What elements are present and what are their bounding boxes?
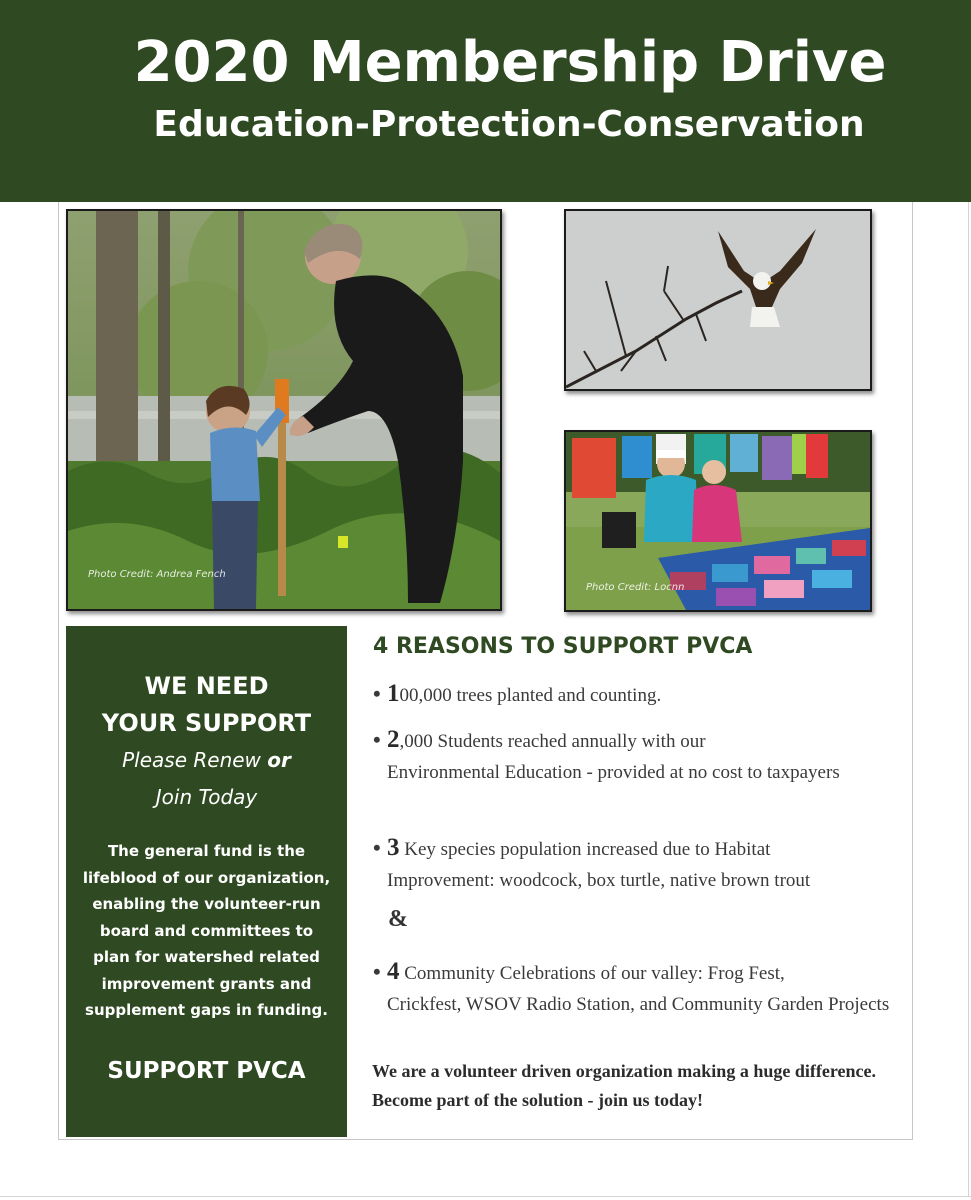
join-text: Join Today <box>155 785 258 809</box>
page-edge-bottom <box>0 1196 971 1197</box>
page-subtitle: Education-Protection-Conservation <box>153 104 865 145</box>
eagle-photo <box>564 209 872 391</box>
reason-item-students <box>373 724 913 788</box>
renew-text: Please Renew <box>122 748 268 772</box>
reason-text-continued: Improvement: woodcock, box turtle, native brown trout <box>387 870 811 891</box>
bullet-icon: • <box>373 681 381 706</box>
reason-number: 3 <box>387 834 400 861</box>
reason-item-celebrations <box>373 956 913 1020</box>
page-title: 2020 Membership Drive <box>133 30 887 95</box>
support-heading-line1: WE NEED <box>144 672 269 700</box>
photo-credit-booth: Photo Credit: Locnn <box>586 582 685 593</box>
reason-number: 1 <box>387 680 400 707</box>
reason-text-continued: Environmental Education - provided at no cost to taxpayers <box>387 762 840 783</box>
closing-statement: We are a volunteer driven organization making a huge difference. Become part of the solution - join us today! <box>372 1061 876 1110</box>
reason-text: 00,000 trees planted and counting. <box>399 685 662 706</box>
support-heading <box>66 668 347 742</box>
tshirt-booth-photo <box>564 430 872 612</box>
reason-item-trees <box>373 678 913 711</box>
bullet-icon: • <box>373 959 381 984</box>
planting-photo <box>66 209 502 611</box>
reason-text: Community Celebrations of our valley: Frog Fest, <box>399 963 785 984</box>
support-callout <box>66 626 347 1137</box>
ampersand: & <box>388 906 408 932</box>
reason-number: 4 <box>387 958 400 985</box>
reason-number: 2 <box>387 726 400 753</box>
bullet-icon: • <box>373 835 381 860</box>
support-pvca-cta: SUPPORT PVCA <box>107 1058 306 1084</box>
photo-credit-main: Photo Credit: Andrea Fench <box>88 569 226 580</box>
renew-or: or <box>267 748 291 772</box>
reason-item-species <box>373 832 913 896</box>
renew-invitation <box>66 742 347 816</box>
reason-text-continued: Crickfest, WSOV Radio Station, and Community Garden Projects <box>387 994 890 1015</box>
bullet-icon: • <box>373 727 381 752</box>
reason-text: Key species population increased due to Habitat <box>399 839 771 860</box>
page-edge-right <box>968 202 969 1196</box>
support-heading-line2: YOUR SUPPORT <box>101 709 312 737</box>
reason-text: ,000 Students reached annually with our <box>399 731 706 752</box>
reasons-heading: 4 REASONS TO SUPPORT PVCA <box>373 634 753 659</box>
general-fund-text: The general fund is the lifeblood of our organization, enabling the volunteer-run board and committees to plan for watershed related improvement grants and supplement gaps in funding. <box>82 842 331 1019</box>
header-banner <box>0 0 971 202</box>
